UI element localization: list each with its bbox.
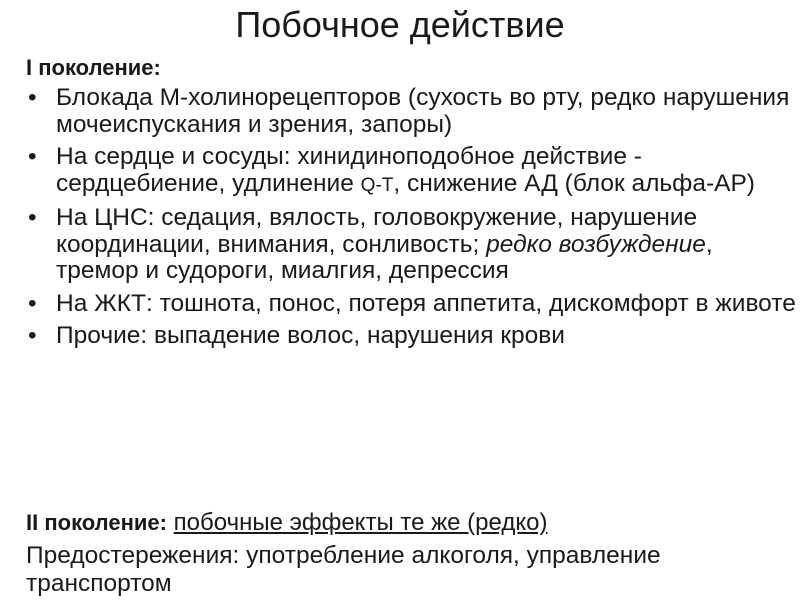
- list-item-other: [26, 323, 796, 350]
- gen2-text: побочные эффекты те же (редко): [173, 509, 548, 536]
- italic-text: редко возбуждение: [486, 230, 706, 258]
- page-title: Побочное действие: [235, 4, 565, 45]
- gen1-heading: I поколение:: [26, 55, 161, 80]
- list-item-cns: [26, 205, 796, 285]
- bullet-text: Прочие: выпадение волос, нарушения крови: [56, 322, 565, 349]
- gen2-line: [26, 509, 547, 537]
- bullet-text: Блокада М-холинорецепторов (сухость во рту, редко нарушения мочеиспускания и зрения, запоры): [56, 84, 790, 138]
- bullet-text-pre: На сердце и сосуды: хинидиноподобное действие - сердцебиение, удлинение: [56, 143, 642, 197]
- gen2-label: II поколение:: [26, 510, 167, 535]
- list-item-cardiovascular: [26, 144, 796, 199]
- bullet-text-post: , снижение АД (блок альфа-АР): [393, 169, 755, 197]
- qt-interval-text: Q-T: [360, 174, 394, 196]
- list-item-m-cholinergic: [26, 85, 796, 138]
- list-item-gi: [26, 291, 796, 318]
- bullet-text-pre: На ЦНС: седация, вялость, головокружение, нарушение координации, внимания, сонливость;: [56, 204, 698, 258]
- bullet-text-post: , тремор и судороги, миалгия, депрессия: [56, 230, 713, 284]
- caution-text: Предостережения: употребление алкоголя, управление транспортом: [26, 542, 661, 597]
- side-effects-list: [26, 85, 796, 356]
- bullet-text: На ЖКТ: тошнота, понос, потеря аппетита, дискомфорт в животе: [56, 289, 796, 317]
